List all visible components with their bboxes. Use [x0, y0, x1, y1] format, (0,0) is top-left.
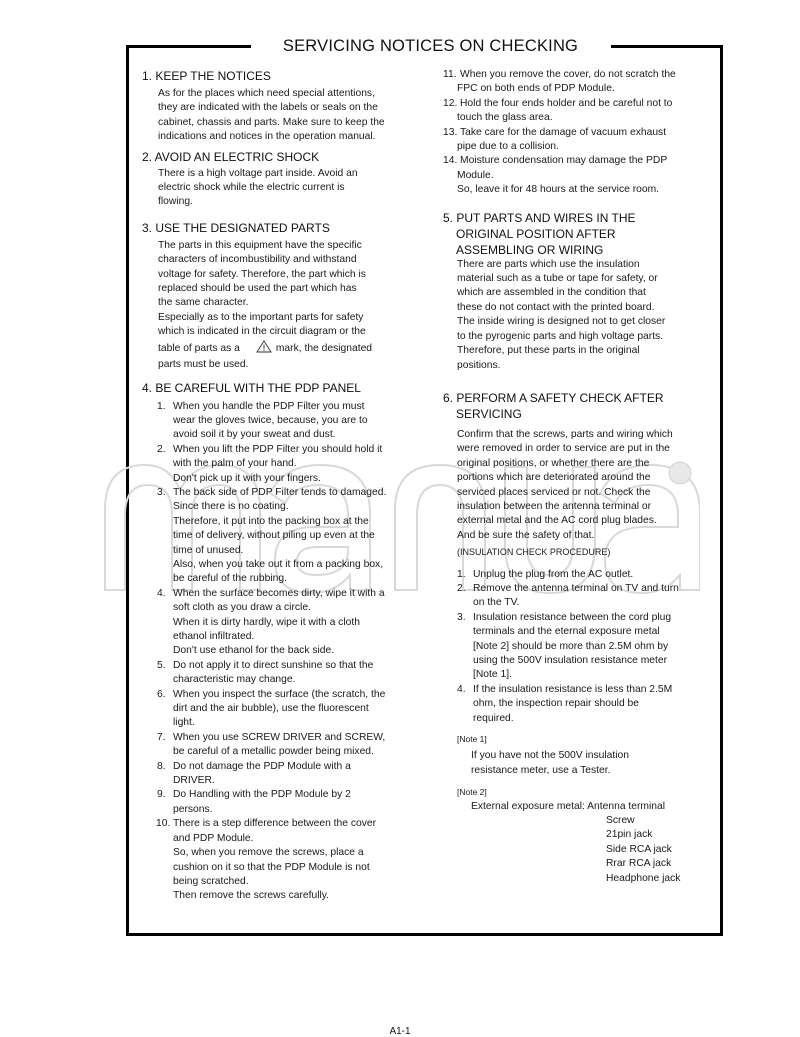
text-line: resistance meter, use a Tester. — [471, 764, 611, 776]
text-line: with the palm of your hand. — [173, 458, 297, 470]
text-line: There is a high voltage part inside. Avoid an — [158, 167, 358, 179]
list-item — [142, 443, 412, 486]
section-2-heading: 2. AVOID AN ELECTRIC SHOCK — [142, 149, 320, 164]
text-line: soft cloth as you draw a circle. — [173, 602, 311, 614]
text-line: If the insulation resistance is less than 2.5M — [473, 683, 673, 695]
text-line: material such as a tube or tape for safety, or — [457, 273, 658, 285]
item-number: 11. — [443, 69, 457, 80]
text-line: Don't pick up it with your fingers. — [173, 472, 321, 484]
text-line: portions which are deteriorated around the — [457, 472, 651, 484]
text-line: flowing. — [158, 196, 193, 208]
text-line: DRIVER. — [173, 775, 215, 787]
text-line: Don't use ethanol for the back side. — [173, 645, 335, 657]
text-line: Module. — [457, 169, 494, 181]
item-number: 9. — [157, 789, 166, 801]
text-line: wear the gloves twice, because, you are to — [173, 414, 368, 426]
text-line: characteristic may change. — [173, 674, 296, 686]
item-number: 2. — [157, 443, 166, 455]
text-line: As for the places which need special attentions, — [158, 88, 375, 99]
heading-line: SERVICING — [456, 406, 522, 421]
text-line: FPC on both ends of PDP Module. — [457, 83, 615, 95]
text-line: cabinet, chassis and parts. Make sure to keep the — [158, 116, 385, 128]
page-title: SERVICING NOTICES ON CHECKING — [282, 37, 579, 55]
item-number: 3. — [157, 486, 166, 498]
text-line: ohm, the inspection repair should be — [473, 698, 639, 710]
text-line: dirt and the air bubble), use the fluorescent — [173, 703, 369, 715]
procedure-step — [443, 582, 713, 611]
item-number: 1. — [157, 400, 166, 412]
list-item: Side RCA jack — [606, 843, 672, 855]
item-number: 8. — [157, 760, 166, 772]
text-line: Remove the antenna terminal on TV and turn — [473, 582, 679, 594]
text-fragment: table of parts as a — [158, 342, 240, 354]
procedure-step — [443, 611, 713, 683]
text-line: positions. — [457, 359, 501, 371]
text-line: cushion on it so that the PDP Module is not — [173, 861, 370, 873]
text-line: time of delivery, without piling up even at the — [173, 530, 375, 542]
text-line: Do not damage the PDP Module with a — [173, 760, 351, 772]
warning-triangle-icon — [256, 340, 272, 358]
list-item: 21pin jack — [606, 829, 653, 841]
note-2-label: [Note 2] — [457, 787, 487, 798]
text-line: terminals and the eternal exposure metal — [473, 626, 660, 638]
note-2-body — [443, 800, 713, 886]
text-line: The back side of PDP Filter tends to damaged. — [173, 486, 387, 498]
text-line: Do Handling with the PDP Module by 2 — [173, 789, 351, 801]
text-line: and PDP Module. — [173, 832, 254, 844]
heading-line: ASSEMBLING OR WIRING — [456, 242, 604, 257]
text-line: Do not apply it to direct sunshine so that the — [173, 659, 374, 671]
text-line: were removed in order to service are put in the — [457, 443, 670, 455]
item-number: 4. — [457, 683, 466, 695]
text-line: be careful of the rubbing. — [173, 573, 287, 585]
text-line: Since there is no coating. — [173, 501, 289, 513]
text-line: Especially as to the important parts for safety — [158, 311, 364, 323]
text-line: touch the glass area. — [457, 112, 553, 124]
text-line: Also, when you take out it from a packing box, — [173, 558, 384, 570]
text-line: There are parts which use the insulation — [457, 258, 640, 270]
item-number: 1. — [457, 568, 466, 580]
right-column — [443, 68, 713, 886]
list-item — [142, 731, 412, 760]
text-line: When you remove the cover, do not scratch the — [460, 69, 676, 80]
section-4-heading: 4. BE CAREFUL WITH THE PDP PANEL — [142, 380, 361, 395]
item-number: 4. — [157, 587, 166, 599]
text-line: When it is dirty hardly, wipe it with a cloth — [173, 616, 360, 628]
text-line: insulation between the antenna terminal or — [457, 500, 652, 512]
text-line: Take care for the damage of vacuum exhaust — [460, 126, 667, 138]
list-item: Screw — [606, 815, 635, 827]
text-line: electric shock while the electric current is — [158, 182, 345, 194]
procedure-step — [443, 683, 713, 726]
text-fragment: mark, the designated — [275, 342, 373, 354]
item-number: 12. — [443, 97, 458, 109]
text-line: avoid soil it by your sweat and dust. — [173, 429, 336, 441]
list-item: Rrar RCA jack — [606, 858, 672, 870]
list-item — [443, 154, 713, 197]
text-line: Hold the four ends holder and be careful not to — [460, 97, 673, 109]
text-line: So, when you remove the screws, place a — [173, 847, 364, 859]
text-line: which are assembled in the condition that — [457, 287, 646, 299]
item-number: 5. — [157, 659, 166, 671]
text-line: When you inspect the surface (the scratch, the — [173, 688, 386, 700]
list-item — [142, 760, 412, 789]
heading-line: ORIGINAL POSITION AFTER — [456, 226, 616, 241]
text-line: pipe due to a collision. — [457, 141, 559, 153]
section-1-body — [142, 87, 412, 145]
text-line: serviced places serviced or not. Check the — [457, 486, 651, 498]
list-item — [443, 126, 713, 155]
section-1-heading: 1. KEEP THE NOTICES — [142, 69, 271, 83]
text-line: which is indicated in the circuit diagram or the — [158, 326, 366, 338]
section-3-body — [142, 239, 412, 373]
text-line: parts must be used. — [158, 359, 249, 371]
text-line: using the 500V insulation resistance meter — [473, 655, 668, 666]
section-5-heading — [443, 210, 713, 258]
text-line: to the pyrogenic parts and high voltage parts. — [457, 330, 664, 342]
text-line: [Note 2] should be more than 2.5M ohm by — [473, 640, 669, 652]
list-item — [443, 68, 713, 97]
note-1-body — [443, 749, 713, 778]
section-2-body — [142, 167, 412, 210]
heading-line: 6. PERFORM A SAFETY CHECK AFTER — [443, 390, 664, 405]
text-line: on the TV. — [473, 597, 520, 609]
item-number: 6. — [157, 688, 166, 700]
text-line: There is a step difference between the cover — [173, 818, 377, 830]
procedure-step — [443, 568, 713, 582]
text-line: light. — [173, 717, 195, 729]
section-6-heading — [443, 390, 713, 422]
text-line: The inside wiring is designed not to get closer — [457, 316, 666, 328]
text-line: External exposure metal: Antenna terminal — [471, 800, 666, 812]
section-3-heading: 3. USE THE DESIGNATED PARTS — [142, 220, 330, 235]
item-number: 3. — [457, 611, 466, 623]
text-line: required. — [473, 712, 514, 724]
section-5-body — [443, 258, 713, 373]
text-line: When you lift the PDP Filter you should hold it — [173, 443, 383, 455]
mark-line — [158, 340, 412, 358]
text-line: these do not contact with the printed board. — [457, 301, 655, 313]
item-number: 7. — [157, 731, 166, 743]
list-item — [142, 817, 412, 903]
text-line: indications and notices in the operation manual. — [158, 131, 376, 143]
text-line: persons. — [173, 803, 213, 815]
list-item — [142, 486, 412, 587]
left-column — [142, 68, 412, 904]
item-number: 14. — [443, 155, 458, 167]
item-number: 2. — [457, 582, 466, 594]
text-line: be careful of a metallic powder being mixed. — [173, 746, 374, 758]
text-line: Therefore, put these parts in the original — [457, 345, 640, 357]
list-item — [142, 688, 412, 731]
item-number: 10. — [156, 818, 171, 830]
procedure-label: (INSULATION CHECK PROCEDURE) — [457, 547, 611, 558]
text-line: Insulation resistance between the cord plug — [473, 611, 672, 623]
page-number: A1-1 — [389, 1026, 411, 1037]
section-6-body — [443, 428, 713, 543]
text-line: being scratched. — [173, 875, 249, 887]
list-item — [142, 400, 412, 443]
text-line: replaced should be used the part which has — [158, 283, 357, 295]
text-line: Moisture condensation may damage the PDP — [460, 155, 668, 167]
text-line: external metal and the AC cord plug blades. — [457, 515, 657, 527]
exposure-metal-list — [471, 814, 713, 886]
text-line: Unplug the plug from the AC outlet. — [473, 568, 634, 580]
text-line: Then remove the screws carefully. — [173, 890, 330, 902]
text-line: When you handle the PDP Filter you must — [173, 400, 365, 412]
list-item — [443, 97, 713, 126]
text-line: Confirm that the screws, parts and wiring which — [457, 428, 673, 440]
text-line: If you have not the 500V insulation — [471, 750, 629, 762]
text-line: voltage for safety. Therefore, the part which is — [158, 268, 366, 280]
text-line: And be sure the safety of that. — [457, 529, 595, 541]
text-line: original positions, or whether there are the — [457, 457, 650, 469]
text-line: time of unused. — [173, 544, 244, 556]
note-1-label: [Note 1] — [457, 734, 487, 745]
text-line: So, leave it for 48 hours at the service room. — [457, 184, 660, 196]
text-line: ethanol infiltrated. — [173, 631, 255, 642]
text-line: [Note 1]. — [473, 669, 512, 681]
item-number: 13. — [443, 126, 458, 138]
text-line: the same character. — [158, 297, 249, 309]
list-item — [142, 587, 412, 659]
list-item — [142, 788, 412, 817]
text-line: The parts in this equipment have the specific — [158, 239, 362, 251]
text-line: they are indicated with the labels or seals on the — [158, 102, 378, 114]
text-line: Therefore, it put into the packing box at the — [173, 515, 369, 527]
list-item: Headphone jack — [606, 872, 681, 884]
list-item — [142, 659, 412, 688]
text-line: characters of incombustibility and withstand — [158, 254, 357, 266]
heading-line: 5. PUT PARTS AND WIRES IN THE — [443, 210, 636, 225]
text-line: When the surface becomes dirty, wipe it with a — [173, 587, 385, 599]
text-line: When you use SCREW DRIVER and SCREW, — [173, 731, 386, 743]
